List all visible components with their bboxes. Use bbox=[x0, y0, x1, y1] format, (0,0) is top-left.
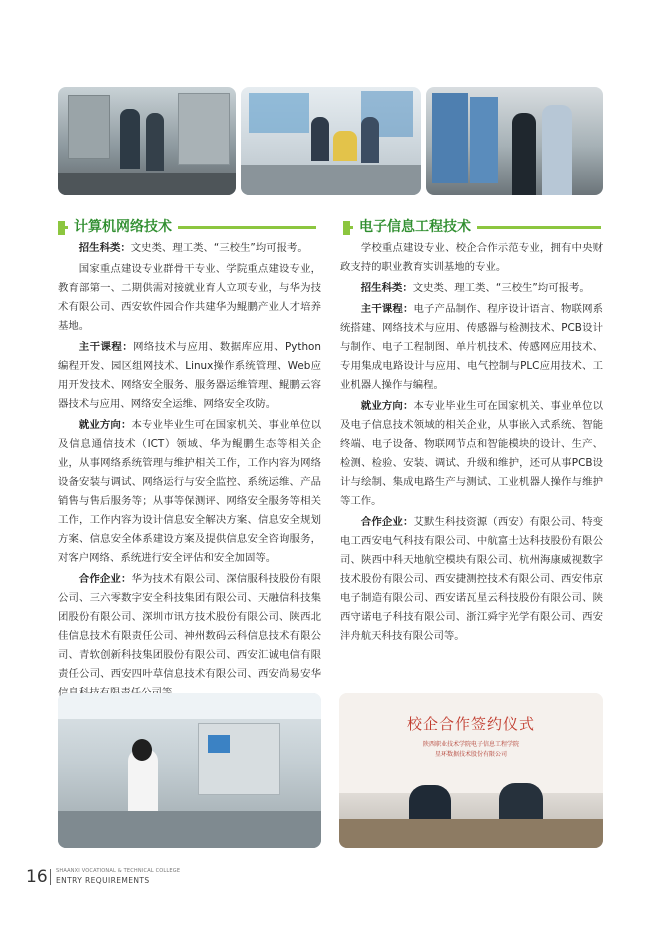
jobs-label: 就业方向： bbox=[78, 419, 132, 431]
heading-marker bbox=[58, 221, 65, 235]
courses-label: 主干课程： bbox=[78, 341, 134, 353]
partners-label: 合作企业： bbox=[360, 516, 414, 528]
photo-students-training bbox=[241, 87, 421, 195]
jobs-text: 本专业毕业生可在国家机关、事业单位以及信息通信技术（ICT）领域、华为鲲鹏生态等相关企业，从事网络系统管理与维护相关工作，工作内容为网络设备安装与调试、网络运行与安全监控、系统运维、产品销售与售后服务等；从事等保测评、网络安全服务等相关工作，工作内容为设计信息安全解决方案、信息安全规划方案、信息安全体系建设方案及提供信息安全咨询服务，对客户网络、系统进行安全评估和安全加固等。 bbox=[58, 419, 322, 564]
photo-electronics-workshop bbox=[426, 87, 603, 195]
jobs-paragraph bbox=[58, 416, 321, 568]
heading-label: 电子信息工程技术 bbox=[353, 218, 477, 236]
enroll-paragraph bbox=[58, 239, 321, 258]
partners-paragraph bbox=[340, 513, 603, 646]
courses-label: 主干课程： bbox=[360, 303, 414, 315]
enroll-label: 招生科类： bbox=[360, 282, 413, 294]
partners-text: 华为技术有限公司、深信服科技股份有限公司、三六零数字安全科技集团有限公司、天融信科技集团股份有限公司、深圳市讯方技术股份有限公司、陕西北佳信息技术有限责任公司、神州数码云科信息技术有限公司、青软创新科技集团股份有限公司、西安汇诚电信有限责任公司、西安四叶草信息技术有限公司、西安尚易安华 bbox=[58, 573, 322, 680]
photo-smt-production-line bbox=[58, 693, 321, 848]
section-name: ENTRY REQUIREMENTS bbox=[56, 876, 150, 885]
courses-text: 网络技术与应用、数据库应用、Python编程开发、园区组网技术、Linux操作系统管理、Web应用开发技术、网络安全服务、服务器运维管理、鲲鹏云容器技术与应用、网络安全运维、网络安全攻防。 bbox=[58, 341, 321, 410]
courses-paragraph bbox=[340, 300, 603, 395]
courses-paragraph bbox=[58, 338, 321, 414]
banner-title: 校企合作签约仪式 bbox=[406, 715, 535, 733]
partners-text: 艾默生科技资源（西安）有限公司、特变电工西安电气科技有限公司、中航富士达科技股份有限公司、陕西中科天地航空模块有限公司、杭州海康威视数字技术股份有限公司、西安捷测控技术有限公司、西安伟京电子制造有限公司、西安诺瓦星云科技股份有限公司、陕西守诺电子科技有限公司、浙江舜宇光学有限公司、西安沣舟航天科技有限公司等。 bbox=[340, 516, 604, 642]
intro-paragraph: 国家重点建设专业群骨干专业、学院重点建设专业，教育部第一、二期供需对接就业育人立项专业，与华为技术有限公司、西安软件园合作共建华为鲲鹏产业人才培养基地。 bbox=[58, 263, 321, 332]
heading-label: 计算机网络技术 bbox=[68, 218, 178, 236]
enroll-paragraph bbox=[340, 279, 603, 298]
photo-signing-ceremony bbox=[339, 693, 603, 848]
section-heading-network bbox=[58, 219, 316, 237]
section-heading-electronics bbox=[343, 219, 601, 237]
banner-line-1: 陕西职业技术学院电子信息工程学院 bbox=[422, 741, 519, 748]
partners-label: 合作企业： bbox=[78, 573, 132, 585]
enroll-label: 招生科类： bbox=[78, 242, 131, 254]
photo-network-lab bbox=[58, 87, 236, 195]
heading-marker bbox=[343, 221, 350, 235]
enroll-text: 文史类、理工类、“三校生”均可报考。 bbox=[412, 282, 590, 294]
footer-divider bbox=[50, 869, 51, 885]
college-name: SHAANXI VOCATIONAL & TECHNICAL COLLEGE bbox=[56, 868, 181, 874]
intro-paragraph: 学校重点建设专业、校企合作示范专业，拥有中央财政支持的职业教育实训基地的专业。 bbox=[340, 242, 603, 273]
jobs-text: 本专业毕业生可在国家机关、事业单位以及电子信息技术领域的相关企业，从事嵌入式系统、智能终端、电子设备、物联网节点和智能模块的设计、生产、检测、检验、安装、调试、升级和维护，还可从事PCB设计与绘制、集成电路生产与测试、工业机器人操作与维护等工作。 bbox=[340, 400, 604, 507]
jobs-paragraph bbox=[340, 397, 603, 511]
enroll-text: 文史类、理工类、“三校生”均可报考。 bbox=[130, 242, 308, 254]
jobs-label: 就业方向： bbox=[360, 400, 414, 412]
column-electronics bbox=[340, 239, 603, 648]
column-network bbox=[58, 239, 321, 705]
courses-text: 电子产品制作、程序设计语言、物联网系统搭建、网络技术与应用、传感器与检测技术、PCB设计与制作、电子工程制图、单片机技术、传感网应用技术、专用集成电路设计与应用、电气控制与PLC应用技术、工业机器人操作与编程。 bbox=[340, 303, 604, 391]
partners-paragraph bbox=[58, 570, 321, 703]
page-number: 16 bbox=[26, 867, 48, 887]
banner-line-2: 星环数据技术股份有限公司 bbox=[434, 751, 507, 758]
